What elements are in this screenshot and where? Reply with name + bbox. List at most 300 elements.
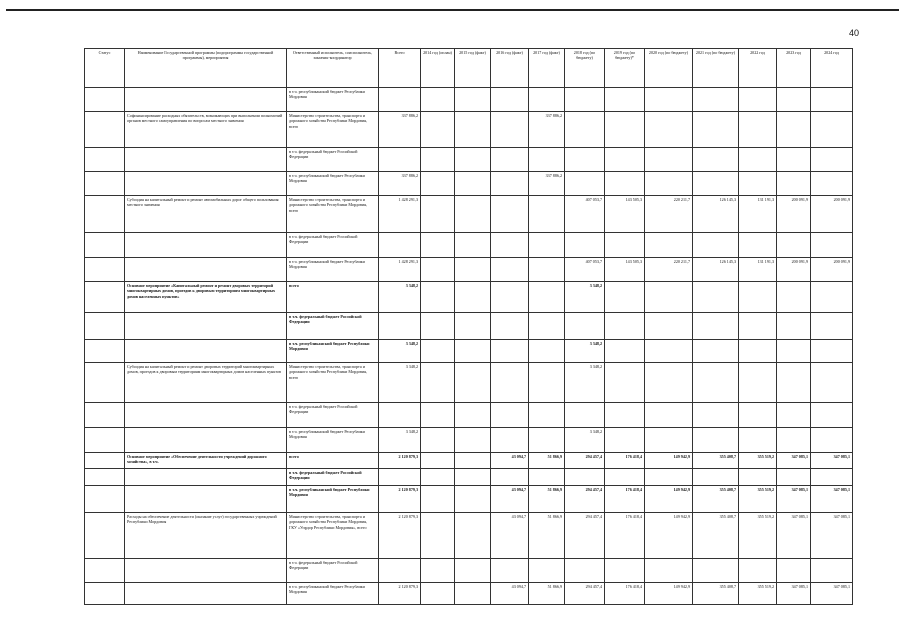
value-cell: 294 457,4 (565, 583, 605, 605)
header-cell: 2021 год (по бюджету) (693, 49, 739, 88)
value-cell: 355 519,2 (739, 513, 777, 559)
value-cell (811, 313, 853, 340)
value-cell (565, 403, 605, 428)
value-cell: 3 348,2 (565, 282, 605, 313)
value-cell (645, 363, 693, 403)
value-cell: 176 418,4 (605, 486, 645, 513)
responsible-cell: в т.ч. федеральный бюджет Российской Федерации (287, 313, 379, 340)
value-cell: 355 408,7 (693, 583, 739, 605)
status-cell (85, 486, 125, 513)
value-cell: 200 091,9 (811, 196, 853, 233)
value-cell: 347 085,1 (777, 513, 811, 559)
table-row (85, 112, 853, 148)
program-name-cell (125, 313, 287, 340)
value-cell (565, 233, 605, 258)
value-cell (739, 469, 777, 486)
value-cell (693, 282, 739, 313)
status-cell (85, 88, 125, 112)
header-cell: 2015 год (факт) (455, 49, 491, 88)
status-cell (85, 340, 125, 363)
responsible-cell: Министерство строительства, транспорта и дорожного хозяйства Республики Мордовия, всего (287, 196, 379, 233)
status-cell (85, 258, 125, 282)
value-cell (739, 403, 777, 428)
status-cell (85, 453, 125, 469)
value-cell: 200 091,9 (777, 196, 811, 233)
table-row (85, 403, 853, 428)
value-cell: 200 091,9 (811, 258, 853, 282)
table-row (85, 196, 853, 233)
value-cell (565, 559, 605, 583)
status-cell (85, 583, 125, 605)
value-cell (379, 469, 421, 486)
value-cell (491, 469, 529, 486)
value-cell (421, 453, 455, 469)
value-cell (491, 196, 529, 233)
value-cell (379, 233, 421, 258)
value-cell: 176 418,4 (605, 513, 645, 559)
value-cell (421, 583, 455, 605)
value-cell (455, 453, 491, 469)
table-row (85, 469, 853, 486)
value-cell: 149 942,9 (645, 583, 693, 605)
value-cell (645, 282, 693, 313)
value-cell (421, 559, 455, 583)
program-name-cell: Расходы на обеспечение деятельности (оказание услуг) государственных учреждений Республики Мордовия (125, 513, 287, 559)
responsible-cell: всего (287, 282, 379, 313)
value-cell: 3 348,2 (379, 363, 421, 403)
header-cell: Всего (379, 49, 421, 88)
value-cell: 131 191,3 (739, 196, 777, 233)
program-name-cell (125, 172, 287, 196)
value-cell (739, 363, 777, 403)
value-cell (421, 88, 455, 112)
value-cell (421, 112, 455, 148)
status-cell (85, 363, 125, 403)
value-cell: 2 120 879,3 (379, 486, 421, 513)
value-cell (455, 583, 491, 605)
value-cell (777, 340, 811, 363)
value-cell (739, 172, 777, 196)
value-cell (455, 486, 491, 513)
header-cell: 2018 год (по бюджету) (565, 49, 605, 88)
value-cell (605, 172, 645, 196)
status-cell (85, 282, 125, 313)
program-name-cell (125, 583, 287, 605)
value-cell (739, 428, 777, 453)
value-cell (811, 112, 853, 148)
program-name-cell (125, 428, 287, 453)
value-cell: 51 866,9 (529, 453, 565, 469)
status-cell (85, 469, 125, 486)
value-cell: 1 428 291,3 (379, 196, 421, 233)
table-row (85, 282, 853, 313)
status-cell (85, 403, 125, 428)
value-cell (777, 148, 811, 172)
value-cell (421, 148, 455, 172)
header-cell: 2020 год (по бюджету) (645, 49, 693, 88)
value-cell: 355 408,7 (693, 486, 739, 513)
program-name-cell: Софинансирование расходных обязательств, возникающих при выполнении полномочий органов местного самоуправления по вопросам местного значения (125, 112, 287, 148)
value-cell (491, 258, 529, 282)
value-cell (491, 172, 529, 196)
responsible-cell: в т.ч. республиканский бюджет Республики Мордовия (287, 88, 379, 112)
value-cell: 347 085,1 (811, 453, 853, 469)
value-cell: 337 886,2 (379, 172, 421, 196)
value-cell: 51 866,9 (529, 583, 565, 605)
responsible-cell: в т.ч. федеральный бюджет Российской Федерации (287, 148, 379, 172)
value-cell (379, 88, 421, 112)
responsible-cell: в т.ч. республиканский бюджет Республики Мордовия (287, 340, 379, 363)
value-cell: 294 457,4 (565, 486, 605, 513)
value-cell (777, 112, 811, 148)
value-cell (565, 313, 605, 340)
value-cell: 143 505,3 (605, 258, 645, 282)
program-name-cell (125, 148, 287, 172)
value-cell: 43 094,7 (491, 486, 529, 513)
value-cell: 355 519,2 (739, 486, 777, 513)
value-cell: 355 408,7 (693, 513, 739, 559)
value-cell (455, 428, 491, 453)
value-cell: 220 211,7 (645, 196, 693, 233)
value-cell (421, 469, 455, 486)
value-cell: 347 085,1 (777, 583, 811, 605)
header-cell: 2016 год (факт) (491, 49, 529, 88)
table-row (85, 88, 853, 112)
responsible-cell: в т.ч. республиканский бюджет Республики Мордовия (287, 172, 379, 196)
value-cell (605, 148, 645, 172)
value-cell (605, 112, 645, 148)
program-name-cell (125, 340, 287, 363)
value-cell: 1 428 291,3 (379, 258, 421, 282)
value-cell (811, 428, 853, 453)
value-cell (529, 428, 565, 453)
header-cell: 2019 год (по бюджету)* (605, 49, 645, 88)
value-cell (605, 282, 645, 313)
value-cell (421, 233, 455, 258)
program-name-cell (125, 233, 287, 258)
value-cell (491, 559, 529, 583)
budget-table-container (84, 48, 852, 605)
value-cell: 347 085,1 (777, 453, 811, 469)
program-name-cell (125, 486, 287, 513)
page-number: 40 (848, 28, 859, 38)
value-cell (777, 313, 811, 340)
value-cell (693, 112, 739, 148)
value-cell: 43 094,7 (491, 453, 529, 469)
value-cell (777, 282, 811, 313)
value-cell: 407 053,7 (565, 258, 605, 282)
table-row (85, 428, 853, 453)
value-cell (777, 88, 811, 112)
value-cell (693, 363, 739, 403)
value-cell (777, 363, 811, 403)
value-cell (491, 313, 529, 340)
value-cell (811, 172, 853, 196)
header-cell: Наименование Государственной программы (подпрограммы государственной программы), мероприятия (125, 49, 287, 88)
table-row (85, 559, 853, 583)
value-cell (811, 363, 853, 403)
value-cell (455, 340, 491, 363)
responsible-cell: в т.ч. федеральный бюджет Российской Федерации (287, 469, 379, 486)
value-cell (529, 196, 565, 233)
value-cell: 43 094,7 (491, 583, 529, 605)
top-rule (6, 9, 899, 11)
program-name-cell (125, 559, 287, 583)
value-cell (565, 172, 605, 196)
value-cell: 347 085,1 (811, 583, 853, 605)
responsible-cell: всего (287, 453, 379, 469)
value-cell (739, 340, 777, 363)
value-cell (777, 172, 811, 196)
value-cell: 51 866,9 (529, 513, 565, 559)
value-cell (421, 486, 455, 513)
status-cell (85, 559, 125, 583)
value-cell (811, 403, 853, 428)
value-cell (455, 363, 491, 403)
value-cell (739, 148, 777, 172)
value-cell (739, 112, 777, 148)
value-cell (777, 233, 811, 258)
value-cell (491, 233, 529, 258)
value-cell (421, 340, 455, 363)
value-cell (529, 88, 565, 112)
value-cell (421, 282, 455, 313)
value-cell: 43 094,7 (491, 513, 529, 559)
table-row (85, 486, 853, 513)
responsible-cell: Министерство строительства, транспорта и дорожного хозяйства Республики Мордовия, ГКУ «Упрдор Республики Мордовия», всего (287, 513, 379, 559)
table-row (85, 172, 853, 196)
value-cell (455, 88, 491, 112)
responsible-cell: Министерство строительства, транспорта и дорожного хозяйства Республики Мордовия, всего (287, 112, 379, 148)
value-cell (455, 469, 491, 486)
value-cell: 149 942,9 (645, 513, 693, 559)
table-row (85, 340, 853, 363)
value-cell: 200 091,9 (777, 258, 811, 282)
value-cell (777, 559, 811, 583)
value-cell (565, 88, 605, 112)
value-cell: 3 348,2 (379, 282, 421, 313)
responsible-cell: Министерство строительства, транспорта и дорожного хозяйства Республики Мордовия, всего (287, 363, 379, 403)
value-cell (491, 428, 529, 453)
value-cell: 294 457,4 (565, 453, 605, 469)
value-cell (421, 513, 455, 559)
value-cell (455, 559, 491, 583)
value-cell (421, 196, 455, 233)
program-name-cell (125, 258, 287, 282)
value-cell (455, 233, 491, 258)
value-cell: 294 457,4 (565, 513, 605, 559)
value-cell (455, 513, 491, 559)
value-cell: 149 942,9 (645, 453, 693, 469)
header-cell: 2023 год (777, 49, 811, 88)
value-cell (455, 403, 491, 428)
value-cell: 149 942,9 (645, 486, 693, 513)
value-cell (455, 148, 491, 172)
program-name-cell: Основное мероприятие «Капитальный ремонт и ремонт дворовых территорий многоквартирных домов, проездов к дворовым территориям многоквартирных домов населенных пунктов» (125, 282, 287, 313)
value-cell (529, 469, 565, 486)
value-cell (693, 403, 739, 428)
value-cell (455, 112, 491, 148)
table-row (85, 313, 853, 340)
value-cell (645, 559, 693, 583)
table-row (85, 148, 853, 172)
value-cell (645, 469, 693, 486)
value-cell (693, 559, 739, 583)
value-cell: 407 053,7 (565, 196, 605, 233)
value-cell (811, 340, 853, 363)
value-cell (605, 313, 645, 340)
value-cell: 3 348,2 (565, 363, 605, 403)
value-cell (811, 88, 853, 112)
value-cell (645, 403, 693, 428)
value-cell (693, 469, 739, 486)
value-cell (739, 282, 777, 313)
responsible-cell: в т.ч. республиканский бюджет Республики Мордовия (287, 258, 379, 282)
status-cell (85, 148, 125, 172)
header-cell: Ответственный исполнитель, соисполнитель, заказчик-координатор (287, 49, 379, 88)
table-body (85, 88, 853, 605)
responsible-cell: в т.ч. республиканский бюджет Республики Мордовия (287, 486, 379, 513)
responsible-cell: в т.ч. федеральный бюджет Российской Федерации (287, 559, 379, 583)
value-cell (605, 469, 645, 486)
header-cell: Статус (85, 49, 125, 88)
value-cell (529, 233, 565, 258)
value-cell (777, 428, 811, 453)
value-cell (605, 559, 645, 583)
value-cell (739, 233, 777, 258)
header-cell: 2017 год (факт) (529, 49, 565, 88)
value-cell (529, 148, 565, 172)
value-cell: 2 120 879,3 (379, 513, 421, 559)
value-cell (811, 148, 853, 172)
program-name-cell (125, 469, 287, 486)
value-cell (645, 313, 693, 340)
table-row (85, 583, 853, 605)
value-cell (645, 428, 693, 453)
status-cell (85, 428, 125, 453)
status-cell (85, 112, 125, 148)
value-cell (605, 233, 645, 258)
value-cell: 176 418,4 (605, 583, 645, 605)
value-cell: 126 145,3 (693, 258, 739, 282)
value-cell (529, 559, 565, 583)
program-name-cell (125, 403, 287, 428)
value-cell: 131 191,3 (739, 258, 777, 282)
program-name-cell: Основное мероприятие «Обеспечение деятельности учреждений дорожного хозяйства», в т.ч. (125, 453, 287, 469)
value-cell (811, 559, 853, 583)
value-cell: 337 886,2 (529, 172, 565, 196)
value-cell: 3 348,2 (565, 340, 605, 363)
value-cell (811, 469, 853, 486)
value-cell (421, 428, 455, 453)
program-name-cell: Субсидия на капитальный ремонт и ремонт дворовых территорий многоквартирных домов, проездов к дворовым территориям многоквартирных домов населенных пунктов (125, 363, 287, 403)
value-cell (565, 469, 605, 486)
value-cell (693, 313, 739, 340)
value-cell (605, 363, 645, 403)
value-cell (455, 258, 491, 282)
value-cell (777, 403, 811, 428)
value-cell: 126 145,3 (693, 196, 739, 233)
value-cell (491, 403, 529, 428)
value-cell (605, 403, 645, 428)
header-cell: 2022 год (739, 49, 777, 88)
value-cell (491, 363, 529, 403)
value-cell (693, 172, 739, 196)
value-cell (777, 469, 811, 486)
value-cell (379, 403, 421, 428)
value-cell: 337 886,2 (379, 112, 421, 148)
value-cell (421, 258, 455, 282)
header-cell: 2024 год (811, 49, 853, 88)
value-cell (565, 112, 605, 148)
value-cell (379, 559, 421, 583)
table-header-row (85, 49, 853, 88)
value-cell (693, 88, 739, 112)
value-cell (645, 112, 693, 148)
value-cell: 2 120 879,3 (379, 453, 421, 469)
status-cell (85, 172, 125, 196)
value-cell (811, 233, 853, 258)
value-cell: 355 408,7 (693, 453, 739, 469)
value-cell (739, 559, 777, 583)
value-cell (379, 148, 421, 172)
value-cell (529, 363, 565, 403)
responsible-cell: в т.ч. федеральный бюджет Российской Федерации (287, 403, 379, 428)
value-cell (645, 172, 693, 196)
value-cell (421, 363, 455, 403)
value-cell: 176 418,4 (605, 453, 645, 469)
value-cell (491, 88, 529, 112)
value-cell (455, 196, 491, 233)
value-cell (529, 258, 565, 282)
value-cell (645, 148, 693, 172)
budget-table (84, 48, 853, 605)
value-cell (455, 282, 491, 313)
value-cell: 347 085,1 (777, 486, 811, 513)
responsible-cell: в т.ч. федеральный бюджет Российской Федерации (287, 233, 379, 258)
value-cell (491, 340, 529, 363)
value-cell: 51 866,9 (529, 486, 565, 513)
value-cell (379, 313, 421, 340)
value-cell (529, 282, 565, 313)
value-cell (491, 148, 529, 172)
value-cell (739, 313, 777, 340)
status-cell (85, 233, 125, 258)
value-cell: 3 348,2 (379, 428, 421, 453)
table-row (85, 363, 853, 403)
value-cell (693, 340, 739, 363)
value-cell (421, 313, 455, 340)
value-cell (421, 403, 455, 428)
program-name-cell: Субсидия на капитальный ремонт и ремонт автомобильных дорог общего пользования местного значения (125, 196, 287, 233)
value-cell (811, 282, 853, 313)
value-cell (693, 428, 739, 453)
status-cell (85, 313, 125, 340)
value-cell (529, 313, 565, 340)
value-cell: 355 519,2 (739, 583, 777, 605)
value-cell (645, 88, 693, 112)
value-cell: 2 120 879,3 (379, 583, 421, 605)
table-row (85, 258, 853, 282)
value-cell (645, 233, 693, 258)
status-cell (85, 513, 125, 559)
value-cell: 355 519,2 (739, 453, 777, 469)
value-cell (739, 88, 777, 112)
value-cell (565, 148, 605, 172)
value-cell (421, 172, 455, 196)
value-cell: 3 348,2 (379, 340, 421, 363)
value-cell: 220 211,7 (645, 258, 693, 282)
